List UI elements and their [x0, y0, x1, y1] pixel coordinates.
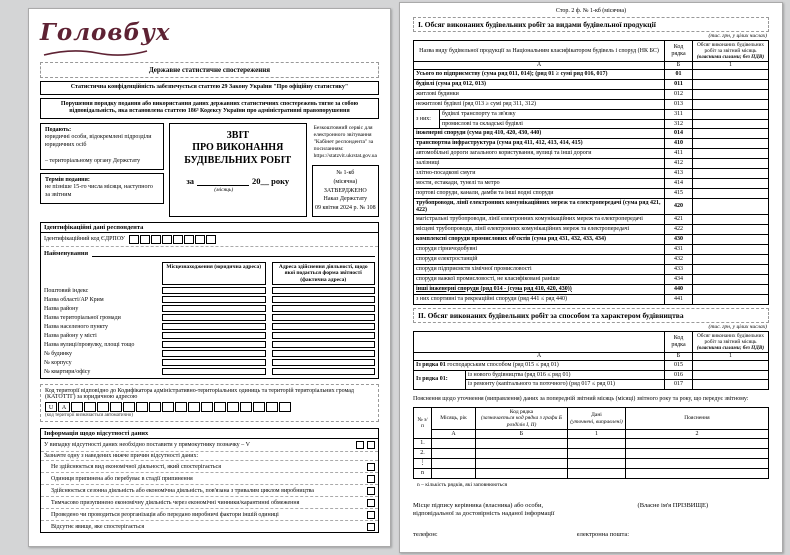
submitters-title: Подають:	[45, 126, 72, 133]
katottg-cell[interactable]	[175, 402, 187, 412]
edrpou-label: Ідентифікаційний код ЄДРПОУ	[44, 236, 125, 243]
address-row	[44, 332, 375, 339]
corrections-note: Пояснення щодо уточнення (виправлення) даних за попередній звітний місяць (місяці) звітного року та року, що передує звітному:	[413, 396, 749, 403]
katottg-cell[interactable]	[71, 402, 83, 412]
col-header-data: Дані (уточнені, виправлені)	[568, 408, 626, 430]
report-year-label: 20__ року	[252, 176, 290, 186]
col-letter: А	[432, 430, 476, 439]
katottg-cell[interactable]	[266, 402, 278, 412]
report-title-line1: ЗВІТ	[226, 129, 250, 141]
identification-title: Ідентифікаційні дані респондента	[41, 223, 378, 233]
value-cell[interactable]	[693, 255, 769, 265]
legal-address-input[interactable]	[162, 305, 266, 312]
value-cell[interactable]	[693, 294, 769, 304]
katottg-cell[interactable]: A	[58, 402, 70, 412]
katottg-cell[interactable]	[110, 402, 122, 412]
section-1-unit-note: (тис. грн, у цілих числах)	[708, 33, 767, 39]
col-header-volume: Обсяг виконаних будівельних робіт за звітний місяць (власними силами; без ПДВ)	[693, 41, 769, 62]
report-title-line3: БУДІВЕЛЬНИХ РОБІТ	[184, 154, 292, 166]
no-data-reason-row	[41, 496, 378, 508]
report-title-box	[169, 123, 307, 217]
legal-address-input[interactable]	[162, 296, 266, 303]
table-row: транспортна інфраструктура (сума ряд 411, 412, 413, 414, 415) 410	[414, 139, 769, 149]
table-row: портові споруди, канали, дамби та інші водні споруди 415	[414, 188, 769, 198]
edrpou-digit-box[interactable]	[151, 235, 161, 244]
address-row	[44, 287, 375, 294]
no-data-instruction: У випадку відсутності даних необхідно поставити у прямокутнику позначку – V	[44, 442, 251, 449]
signature-place-label: Місце підпису керівника (власника) або особи, відповідальної за достовірність наданої інформації	[413, 501, 555, 518]
edrpou-digit-box[interactable]	[206, 235, 216, 244]
correction-row: n	[414, 468, 769, 478]
value-cell[interactable]	[693, 89, 769, 99]
legal-address-input[interactable]	[162, 323, 266, 330]
col-header-row-code: Код рядка (зазначається код рядка з графи Б розділів І, ІІ)	[476, 408, 568, 430]
col-header-empty	[414, 331, 665, 352]
table-row: місцеві трубопроводи, лінії електронних комунікаційних мереж та електропередачі 422	[414, 225, 769, 235]
form-approval-box	[312, 165, 379, 216]
table-row: будівлі (сума ряд 012, 013) 011	[414, 80, 769, 90]
address-row	[44, 368, 375, 375]
value-cell[interactable]	[693, 109, 769, 119]
section-1-table	[413, 40, 769, 305]
logo-swoosh-icon	[42, 47, 152, 59]
table-row: з них спортивні та рекреаційні споруди (ряд 441 ≤ ряд 440) 441	[414, 294, 769, 304]
value-cell[interactable]	[693, 225, 769, 235]
katottg-cell[interactable]	[149, 402, 161, 412]
data-cell[interactable]	[568, 468, 626, 478]
katottg-cell[interactable]	[84, 402, 96, 412]
reason-checkbox[interactable]	[367, 499, 375, 507]
value-cell[interactable]	[693, 198, 769, 215]
n-rows-footnote: n – кількість рядків, які заповнюються	[417, 481, 508, 488]
reason-checkbox[interactable]	[367, 463, 375, 471]
form-order: Наказ Держстату	[323, 196, 368, 203]
katottg-cell[interactable]	[240, 402, 252, 412]
code-cell[interactable]	[476, 468, 568, 478]
explanation-cell[interactable]	[626, 468, 769, 478]
katottg-cell[interactable]	[227, 402, 239, 412]
table-row: мости, естакади, тунелі та метро 414	[414, 178, 769, 188]
legal-address-input[interactable]	[162, 368, 266, 375]
value-cell[interactable]	[693, 149, 769, 159]
address-row	[44, 350, 375, 357]
katottg-cell[interactable]	[253, 402, 265, 412]
explanation-cell[interactable]	[626, 439, 769, 449]
col-header-month-year: Місяць, рік	[432, 408, 476, 430]
code-cell[interactable]	[476, 448, 568, 458]
katottg-cell[interactable]	[123, 402, 135, 412]
explanation-cell[interactable]	[626, 448, 769, 458]
value-cell[interactable]	[693, 370, 769, 380]
correction-row: 2.	[414, 448, 769, 458]
col-letter: Б	[665, 352, 693, 360]
actual-address-input[interactable]	[272, 287, 376, 294]
address-row	[44, 296, 375, 303]
month-cell[interactable]	[432, 448, 476, 458]
actual-address-input[interactable]	[272, 323, 376, 330]
table-row: Із рядка 01: із нового будівництва (ряд 016 ≤ ряд 01) 016	[414, 370, 769, 380]
no-data-mark-box[interactable]	[356, 441, 364, 449]
edrpou-digit-box[interactable]	[195, 235, 205, 244]
value-cell[interactable]	[693, 169, 769, 179]
group-label: Із рядка 01:	[414, 370, 466, 390]
col-letter: Б	[665, 62, 693, 70]
edrpou-digit-box[interactable]	[129, 235, 139, 244]
katottg-cell[interactable]: U	[45, 402, 57, 412]
katottg-cell[interactable]	[201, 402, 213, 412]
value-cell[interactable]	[693, 235, 769, 245]
value-cell[interactable]	[693, 80, 769, 90]
actual-address-input[interactable]	[272, 350, 376, 357]
table-row: споруди підприємств хімічної промисловості 433	[414, 264, 769, 274]
actual-address-input[interactable]	[272, 305, 376, 312]
header-columns	[40, 123, 379, 217]
reason-label: Не здійснюється вид економічної діяльності, який спостерігається	[51, 463, 221, 470]
table-row: з них: будівлі транспорту та зв'язку 311	[414, 109, 769, 119]
table-row: автомобільні дороги загального користування, вулиці та інші дороги 411	[414, 149, 769, 159]
reason-checkbox[interactable]	[367, 487, 375, 495]
address-row-label: № квартири/офісу	[44, 368, 91, 375]
value-cell[interactable]	[693, 70, 769, 80]
address-row-label: Назва вулиці/провулку, площі тощо	[44, 341, 135, 348]
table-row: споруди важкої промисловості, не класифіковані раніше 434	[414, 274, 769, 284]
address-row-label: Назва населеного пункту	[44, 323, 109, 330]
table-row: промислові та складські будівлі 312	[414, 119, 769, 129]
page-2-header: Стор. 2 ф. № 1-кб (місячна)	[555, 8, 627, 14]
address-row-label: Поштовий індекс	[44, 287, 89, 294]
table-row: залізниці 412	[414, 159, 769, 169]
actual-address-input[interactable]	[272, 368, 376, 375]
katottg-input	[45, 402, 374, 412]
address-row	[44, 359, 375, 366]
katottg-cell[interactable]	[162, 402, 174, 412]
table-row: споруди гірничодобувні 431	[414, 245, 769, 255]
address-table	[41, 259, 378, 379]
katottg-cell[interactable]	[279, 402, 291, 412]
email-label: електронна пошта:	[576, 531, 630, 539]
confidentiality-note: Статистична конфіденційність забезпечується статтею 29 Закону України "Про офіційну статистику"	[40, 81, 379, 95]
address-row-label: Назва області/АР Крим	[44, 296, 104, 303]
col-letter: А	[414, 62, 665, 70]
section-2-table	[413, 331, 769, 391]
form-page-1	[28, 8, 391, 547]
col-letter: 1	[693, 62, 769, 70]
correction-row: 1.	[414, 439, 769, 449]
value-cell[interactable]	[693, 139, 769, 149]
actual-address-input[interactable]	[272, 296, 376, 303]
table-row: магістральні трубопроводи, лінії електронних комунікаційних мереж та електропередачі 421	[414, 215, 769, 225]
phone-label: телефон:	[413, 531, 438, 539]
table-row: споруди електростанцій 432	[414, 255, 769, 265]
table-row: інженерні споруди (сума ряд 410, 420, 430, 440) 014	[414, 129, 769, 139]
group-label: з них:	[414, 109, 440, 129]
value-cell[interactable]	[693, 188, 769, 198]
reason-label: Здійснюється сезонна діяльність або економічна діяльність, пов'язана з тривалим циклом виробництва	[51, 487, 314, 494]
table-row: Усього по підприємству (сума ряд 011, 014); (ряд 01 ≥ сумі ряд 016, 017) 01	[414, 70, 769, 80]
table-row: інші інженерні споруди (ряд 014 - (сума ряд 410, 420, 430)) 440	[414, 284, 769, 294]
katottg-label: Код території відповідно до Кодифікатора адміністративно-територіальних одиниць та територій територіальних громад (КАТОТТГ) за юридичною адресою	[45, 388, 354, 401]
table-row: житлові будинки 012	[414, 89, 769, 99]
explanation-cell[interactable]	[626, 458, 769, 468]
value-cell[interactable]	[693, 264, 769, 274]
reason-label: Відсутнє явище, яке спостерігається	[51, 523, 145, 530]
deadline-text: не пізніше 15-го числа місяця, наступного за звітним	[45, 184, 153, 199]
reason-label: Тимчасово призупинено економічну діяльність через економічні чинники/карантинні обмеження	[51, 499, 300, 506]
value-cell[interactable]	[693, 178, 769, 188]
no-data-reason-row	[41, 520, 378, 532]
no-data-reason-row	[41, 460, 378, 472]
actual-address-column-header: Адреса здійснення діяльності, щодо якої подається форма звітності (фактична адреса)	[272, 262, 376, 286]
col-letter: А	[414, 352, 665, 360]
actual-address-input[interactable]	[272, 332, 376, 339]
actual-address-input[interactable]	[272, 359, 376, 366]
table-row: трубопроводи, лінії електронних комунікаційних мереж та електропередачі (сума ряд 421, 422) 420	[414, 198, 769, 215]
no-data-title: Інформація щодо відсутності даних	[41, 429, 378, 439]
katottg-cell[interactable]	[136, 402, 148, 412]
col-header-row-code: Код рядка	[665, 41, 693, 62]
section-1-title: І. Обсяг виконаних будівельних робіт за видами будівельної продукції	[413, 17, 769, 32]
no-data-reason-row	[41, 472, 378, 484]
col-header-volume: Обсяг виконаних будівельних робіт за звітний місяць (власними силами; без ПДВ)	[693, 331, 769, 352]
form-periodicity: (місячна)	[333, 178, 358, 185]
corrections-table	[413, 407, 769, 479]
month-cell[interactable]	[432, 468, 476, 478]
actual-address-input[interactable]	[272, 341, 376, 348]
edrpou-digit-box[interactable]	[184, 235, 194, 244]
data-cell[interactable]	[568, 448, 626, 458]
table-row: Із рядка 01 господарським способом (ряд 015 ≤ ряд 01) 015	[414, 360, 769, 370]
value-cell[interactable]	[693, 119, 769, 129]
table-row: злітно-посадкові смуги 413	[414, 169, 769, 179]
address-row	[44, 314, 375, 321]
legal-address-input[interactable]	[162, 332, 266, 339]
table-row: комплексні споруди промислових об'єктів (сума ряд 431, 432, 433, 434) 430	[414, 235, 769, 245]
katottg-cell[interactable]	[188, 402, 200, 412]
logo-text: Головбух	[40, 19, 171, 46]
actual-address-input[interactable]	[272, 314, 376, 321]
address-row-label: № корпусу	[44, 359, 72, 366]
katottg-section	[40, 384, 379, 422]
value-cell[interactable]	[693, 284, 769, 294]
col-letter: 1	[568, 430, 626, 439]
col-header-row-code: Код рядка	[665, 331, 693, 352]
submitters-to: – територіальному органу Держстату	[45, 157, 141, 164]
katottg-auto-note: (код території визначається автоматично)	[45, 413, 133, 419]
legal-address-input[interactable]	[162, 350, 266, 357]
name-input[interactable]	[92, 249, 375, 257]
identification-section	[40, 222, 379, 380]
deadline-box	[40, 173, 164, 204]
deadline-title: Термін подання:	[45, 176, 90, 183]
violation-note: Порушення порядку подання або використання даних державних статистичних спостережень тягне за собою відповідальність, яка встановлена статтею 186³ Кодексу України про адміністративні правопорушення	[40, 98, 379, 119]
address-row-label: Назва району у місті	[44, 332, 97, 339]
col-letter: Б	[476, 430, 568, 439]
form-order-date: 09 квітня 2024 р. № 108	[314, 204, 376, 211]
month-cell[interactable]	[432, 458, 476, 468]
e-reporting-service-note: Безкоштовний сервіс для електронного звітування "Кабінет респондента" за посиланням: https://statzvit.ukrstat.gov.ua	[313, 124, 378, 160]
col-header-explanation: Пояснення	[626, 408, 769, 430]
table-row: із ремонту (капітального та поточного) (ряд 017 ≤ ряд 01) 017	[414, 380, 769, 390]
address-row	[44, 305, 375, 312]
report-za-label: за	[186, 176, 195, 186]
legal-address-input[interactable]	[162, 314, 266, 321]
golovbukh-logo	[40, 15, 379, 59]
submitters-who: юридичні особи, відокремлені підрозділи юридичних осіб	[45, 134, 152, 149]
code-cell[interactable]	[476, 439, 568, 449]
legal-address-column-header: Місцезнаходження (юридична адреса)	[162, 262, 266, 286]
edrpou-digit-box[interactable]	[162, 235, 172, 244]
legal-address-input[interactable]	[162, 341, 266, 348]
address-row	[44, 341, 375, 348]
name-label: Найменування	[44, 249, 89, 257]
reason-checkbox[interactable]	[367, 523, 375, 531]
edrpou-input	[129, 235, 217, 244]
reason-checkbox[interactable]	[367, 511, 375, 519]
value-cell[interactable]	[693, 380, 769, 390]
value-cell[interactable]	[693, 245, 769, 255]
section-2-unit-note: (тис. грн, у цілих числах)	[708, 323, 767, 330]
value-cell[interactable]	[693, 360, 769, 370]
value-cell[interactable]	[693, 159, 769, 169]
col-letter: 1	[693, 352, 769, 360]
reason-label: Одиниця припинена або перебуває в стадії припинення	[51, 475, 193, 482]
no-data-choose-label: Зазначте одну з наведених нижче причин відсутності даних:	[44, 453, 199, 460]
col-header-row-number: № з/п	[414, 408, 432, 439]
form-number: № 1-кб	[336, 170, 355, 177]
edrpou-digit-box[interactable]	[173, 235, 183, 244]
report-title-line2: ПРО ВИКОНАННЯ	[192, 142, 284, 153]
no-data-mark-box[interactable]	[367, 441, 375, 449]
value-cell[interactable]	[693, 274, 769, 284]
edrpou-digit-box[interactable]	[140, 235, 150, 244]
table-row: нежитлові будівлі (ряд 013 ≥ сумі ряд 311, 312) 013	[414, 99, 769, 109]
address-row	[44, 323, 375, 330]
signer-name-label: (Власне ім'я ПРІЗВИЩЕ)	[637, 501, 709, 509]
col-letter: 2	[626, 430, 769, 439]
katottg-cell[interactable]	[97, 402, 109, 412]
address-row-label: Назва територіальної громади	[44, 314, 121, 321]
correction-row: ⋮	[414, 458, 769, 468]
value-cell[interactable]	[693, 215, 769, 225]
code-cell[interactable]	[476, 458, 568, 468]
value-cell[interactable]	[693, 99, 769, 109]
address-row-label: № будинку	[44, 350, 72, 357]
legal-address-input[interactable]	[162, 359, 266, 366]
katottg-cell[interactable]	[214, 402, 226, 412]
month-note: (місяць)	[214, 187, 234, 193]
submitters-box	[40, 123, 164, 170]
data-cell[interactable]	[568, 458, 626, 468]
data-cell[interactable]	[568, 439, 626, 449]
form-approved: ЗАТВЕРДЖЕНО	[323, 187, 367, 194]
form-page-2	[399, 2, 783, 553]
state-observation-banner: Державне статистичне спостереження	[40, 62, 379, 78]
col-header-product-name: Назва виду будівельної продукції за Національним класифікатором будівель і споруд (НК БС)	[414, 41, 665, 62]
no-data-reason-row	[41, 508, 378, 520]
reason-label: Проведено чи проводиться реорганізація або передано виробничі фактори іншій одиниці	[51, 511, 279, 518]
month-cell[interactable]	[432, 439, 476, 449]
value-cell[interactable]	[693, 129, 769, 139]
section-2-title: ІІ. Обсяг виконаних будівельних робіт за способом та характером будівництва	[413, 308, 769, 323]
reason-checkbox[interactable]	[367, 475, 375, 483]
no-data-section	[40, 428, 379, 533]
report-month-blank[interactable]	[197, 178, 249, 186]
no-data-reason-row	[41, 484, 378, 496]
address-row-label: Назва району	[44, 305, 79, 312]
legal-address-input[interactable]	[162, 287, 266, 294]
